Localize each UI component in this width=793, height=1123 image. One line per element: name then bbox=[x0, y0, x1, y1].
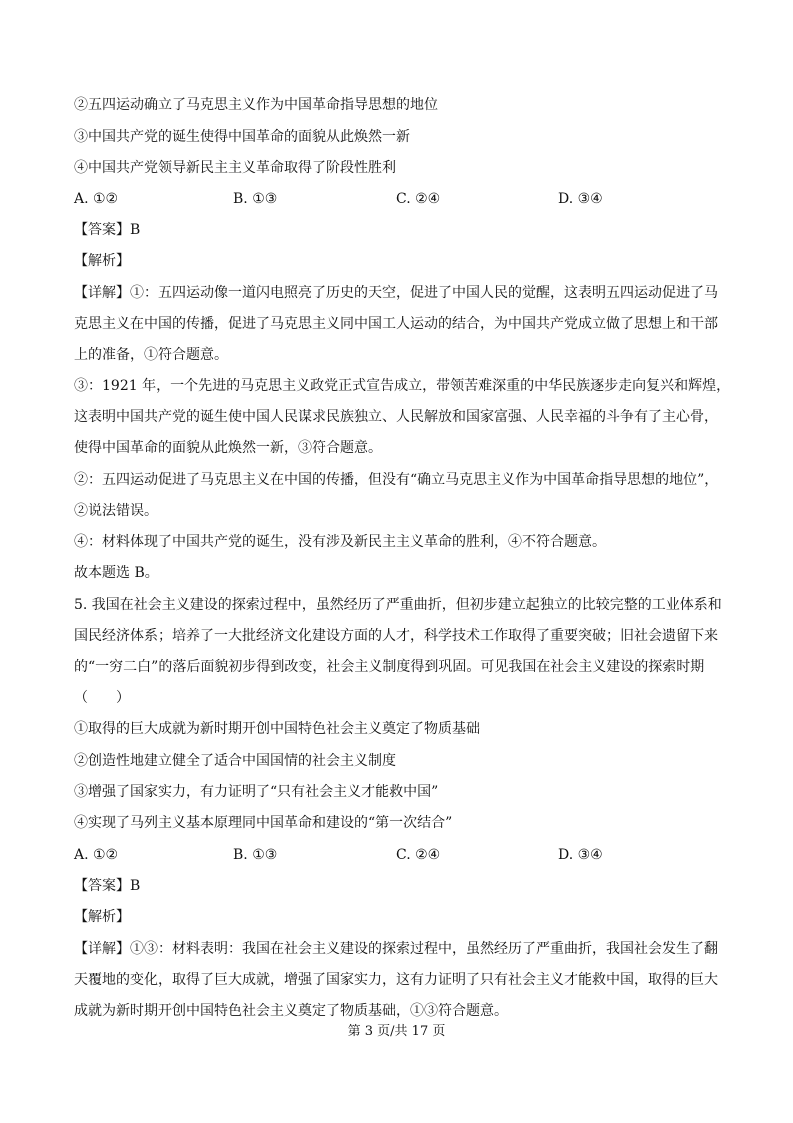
q4-detail-line: 这表明中国共产党的诞生使中国人民谋求民族独立、人民解放和国家富强、人民幸福的斗争有了主心骨， bbox=[74, 409, 718, 425]
q4-detail-line: ④：材料体现了中国共产党的诞生，没有涉及新民主主义革命的胜利，④不符合题意。 bbox=[74, 534, 606, 550]
q4-answer: 【答案】B bbox=[74, 222, 141, 238]
q4-detail-line: ②说法错误。 bbox=[74, 503, 158, 519]
q5-option-c: C. ②④ bbox=[396, 847, 441, 863]
q4-option-d: D. ③④ bbox=[558, 191, 603, 207]
page-footer: 第 3 页/共 17 页 bbox=[347, 1024, 446, 1039]
q4-detail-line: 使得中国革命的面貌从此焕然一新，③符合题意。 bbox=[74, 440, 382, 456]
q5-analysis-heading: 【解析】 bbox=[74, 909, 130, 925]
q4-detail-line: ③：1921 年，一个先进的马克思主义政党正式宣告成立，带领苦难深重的中华民族逐步走向复兴和辉煌， bbox=[74, 378, 731, 394]
q5-detail-line: 天覆地的变化，取得了巨大成就，增强了国家实力，这有力证明了只有社会主义才能救中国，取得的巨大 bbox=[74, 972, 718, 988]
q4-detail-line: 克思主义在中国的传播，促进了马克思主义同中国工人运动的结合，为中国共产党成立做了思想上和干部 bbox=[74, 316, 718, 332]
q5-statement-2: ②创造性地建立健全了适合中国国情的社会主义制度 bbox=[74, 753, 396, 769]
q5-answer: 【答案】B bbox=[74, 878, 141, 894]
q5-stem-line: 5. 我国在社会主义建设的探索过程中，虽然经历了严重曲折，但初步建立起独立的比较完整的工业体系和 bbox=[74, 597, 722, 613]
q5-stem-line: 的“一穷二白”的落后面貌初步得到改变，社会主义制度得到巩固。可见我国在社会主义建设的探索时期 bbox=[74, 659, 705, 675]
q5-statement-1: ①取得的巨大成就为新时期开创中国特色社会主义奠定了物质基础 bbox=[74, 721, 480, 737]
q4-detail-line: 【详解】①：五四运动像一道闪电照亮了历史的天空，促进了中国人民的觉醒，这表明五四运动促进了马 bbox=[74, 285, 718, 301]
q5-option-d: D. ③④ bbox=[558, 847, 603, 863]
q5-detail-line: 【详解】①③：材料表明：我国在社会主义建设的探索过程中，虽然经历了严重曲折，我国社会发生了翻 bbox=[74, 941, 718, 957]
q4-statement-4: ④中国共产党领导新民主主义革命取得了阶段性胜利 bbox=[74, 160, 396, 176]
q4-option-b: B. ①③ bbox=[233, 191, 278, 207]
q4-conclusion: 故本题选 B。 bbox=[74, 565, 159, 581]
q4-statement-3: ③中国共产党的诞生使得中国革命的面貌从此焕然一新 bbox=[74, 129, 410, 145]
q5-answer-blank: （ ） bbox=[74, 690, 130, 706]
q5-option-a: A. ①② bbox=[74, 847, 119, 863]
q4-analysis-heading: 【解析】 bbox=[74, 253, 130, 269]
q4-detail-line: 上的准备，①符合题意。 bbox=[74, 347, 228, 363]
q4-option-a: A. ①② bbox=[74, 191, 119, 207]
q4-statement-2: ②五四运动确立了马克思主义作为中国革命指导思想的地位 bbox=[74, 97, 438, 113]
q5-option-b: B. ①③ bbox=[233, 847, 278, 863]
q4-option-c: C. ②④ bbox=[396, 191, 441, 207]
q5-stem-line: 国民经济体系；培养了一大批经济文化建设方面的人才，科学技术工作取得了重要突破；旧社会遗留下来 bbox=[74, 628, 718, 644]
q4-detail-line: ②：五四运动促进了马克思主义在中国的传播，但没有“确立马克思主义作为中国革命指导思想的地位”， bbox=[74, 472, 719, 488]
q5-statement-4: ④实现了马列主义基本原理同中国革命和建设的“第一次结合” bbox=[74, 815, 453, 831]
q5-statement-3: ③增强了国家实力，有力证明了“只有社会主义才能救中国” bbox=[74, 784, 439, 800]
q5-detail-line: 成就为新时期开创中国特色社会主义奠定了物质基础，①③符合题意。 bbox=[74, 1003, 508, 1019]
